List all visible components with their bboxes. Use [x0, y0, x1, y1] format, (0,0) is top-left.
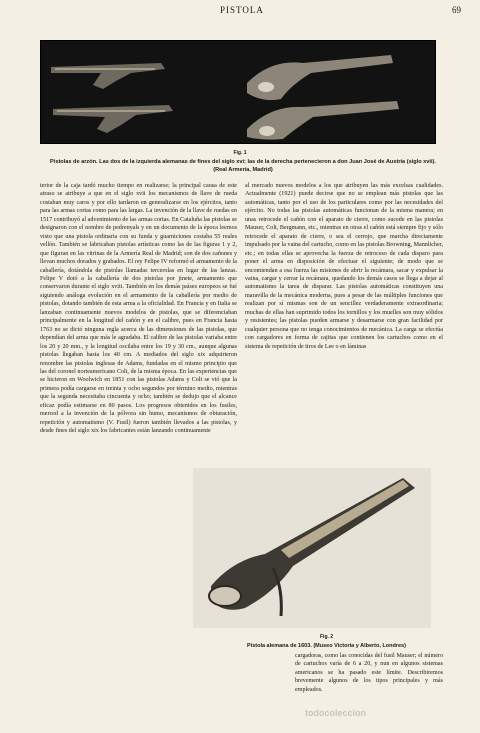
running-title: PISTOLA: [220, 5, 264, 15]
body-left-column: terior de la caja tardó mucho tiempo en realizarse; la principal causa de este atraso se atribuye a que en el siglo xvii los mecanismos de llave de rueda costaban muy caros y por ello tardaron en generalizarse en los ejércitos, tanto para las armas cortas como para las largas. La invención de la llave de ruedas en 1517 contribuyó al advenimiento de las armas cortas. En Cataluña las pistolas se designaron con el nombre de pedrenyals y en un documento de la época leemos visto que una pistola ordinaria con su funda y guarniciones costaba 55 reales vellón. También se fabricaban pistolas artísticas como las de las figuras 1 y 2, que figuran en las vitrinas de la Armería Real de Madrid; son de dos cañones y llevan muchos dorados y grabados. El rey Felipe IV reformó el armamento de la caballería, dotándola de pistolas llamadas tercerolas en lugar de las lanzas. Felipe V dotó a la caballería de dos pistolas por jinete, armamento que conservaron durante el siglo xviii. También en los demás países europeos se fué siguiendo análoga evolución en el armamento de la caballería por medio de pistolas, dotando también de esta arma a la oficialidad. En Francia y en Italia se lanzaban continuamente nuevos modelos de pistolas, que se diferenciaban principalmente en la longitud del cañón y en el calibre, pues en Francia hasta 1763 no se dictó ninguna regla acerca de las dimensiones de las pistolas, que dependían del arma que más le agradaba. El calibre de las pistolas variaba entre los 20 y 20 mm., y la longitud oscilaba entre los 19 y 30 cm., aunque algunas pistolas llegaban hasta los 40 cm. A mediados del siglo xix adquirieron renombre las pistolas inglesas de Adams, fundadas en el mismo principio que las del coronel norteamericano Colt, de la misma época. En las experiencias que se hicieron en Woolwich en 1851 con las pistolas Adams y Colt se vió que la primera podía cargarse en treinta y ocho segundos por término medio, mientras que la segunda necesitaba cincuenta y ocho; también se dedujo que el alcance eficaz podía estimarse en 80 pasos. Los progresos obtenidos en los fusiles, merced a la invención de la pólvora sin humo, mecanismos de obturación, repetición y automatismo (V. Fusil) fueron también llevados a las pistolas, y desde fines del siglo xix los fabricantes están lanzando continuamente: [40, 183, 237, 435]
watermark: todocoleccion: [305, 708, 367, 718]
figure-1-caption: Pistolas de arzón. Las dos de la izquierda alemanas de fines del siglo xvi; las de la derecha pertenecieron a don Juan José de Austria (siglo xvii). (Real Armería, Madrid): [50, 159, 436, 173]
figure-2-photo: [193, 468, 431, 628]
german-pistol-image: [193, 468, 431, 628]
body-right-column: al mercado nuevos modelos a los que atribuyen las más excelsas cualidades. Actualmente (1921) puede decirse que no se emplean más pistolas que las automáticas, tanto por el uso de los particulares como por las necesidades del ejército. No todas las pistolas automáticas funcionan de la misma manera; en unas retrocede el cañón con el aparato de cierre, como sucede en las pistolas Mauser, Colt, Bergmann, etc., mientras en otras el cañón está siempre fijo y sólo retrocede el aparato de cierre, o sea el cerrojo, que marcha directamente impulsado por la vaina del cartucho, como en las pistolas Browning, Mannlicher, etc.; en todas ellas se aprovecha la fuerza de retroceso de cada disparo para poner el arma en disposición de efectuar el siguiente; de modo que se encomiendan a esa fuerza las misiones de abrir la recámara, sacar y expulsar la vaina, cargar y cerrar la recámara, quedando los demás casos se llega a dejar al automatismo la tarea de disparar. Las pistolas automáticas constituyen una maravilla de la mecánica moderna, pues a pesar de las múltiples funciones que realizan por sí mismas son de un sencillez verdaderamente extraordinaria; muchas de ellas han suprimido todos los tornillos y los muelles son muy sólidos y resistentes; las pistolas pueden armarse y desarmarse con gran facilidad por cualquier persona que no tenga conocimientos de mecánica. La carga se efectúa con cargadores en forma de cajitas que contienen los cartuchos como en el sistema de repetición de tiros de Lee o en láminas: [245, 183, 443, 350]
figure-1-photo: [40, 40, 436, 144]
figure-2-label: Fig. 2: [320, 634, 334, 640]
pistols-image: [41, 41, 435, 143]
figure-2-caption: Pistola alemana de 1603. (Museo Victoria y Alberto, Londres): [247, 643, 406, 649]
figure-1-label: Fig. 1: [233, 150, 247, 156]
body-right-bottom: cargadoras, como las conocidas del fusil Mauser; el número de cartuchos varía de 6 a 20, y nun en algunos sistemas americanos se ha pasado este límite. Describiremos brevemente algunos de los tipos principales y más empleados.: [295, 653, 443, 693]
page-header: [0, 0, 480, 18]
page-number: 69: [452, 5, 461, 15]
